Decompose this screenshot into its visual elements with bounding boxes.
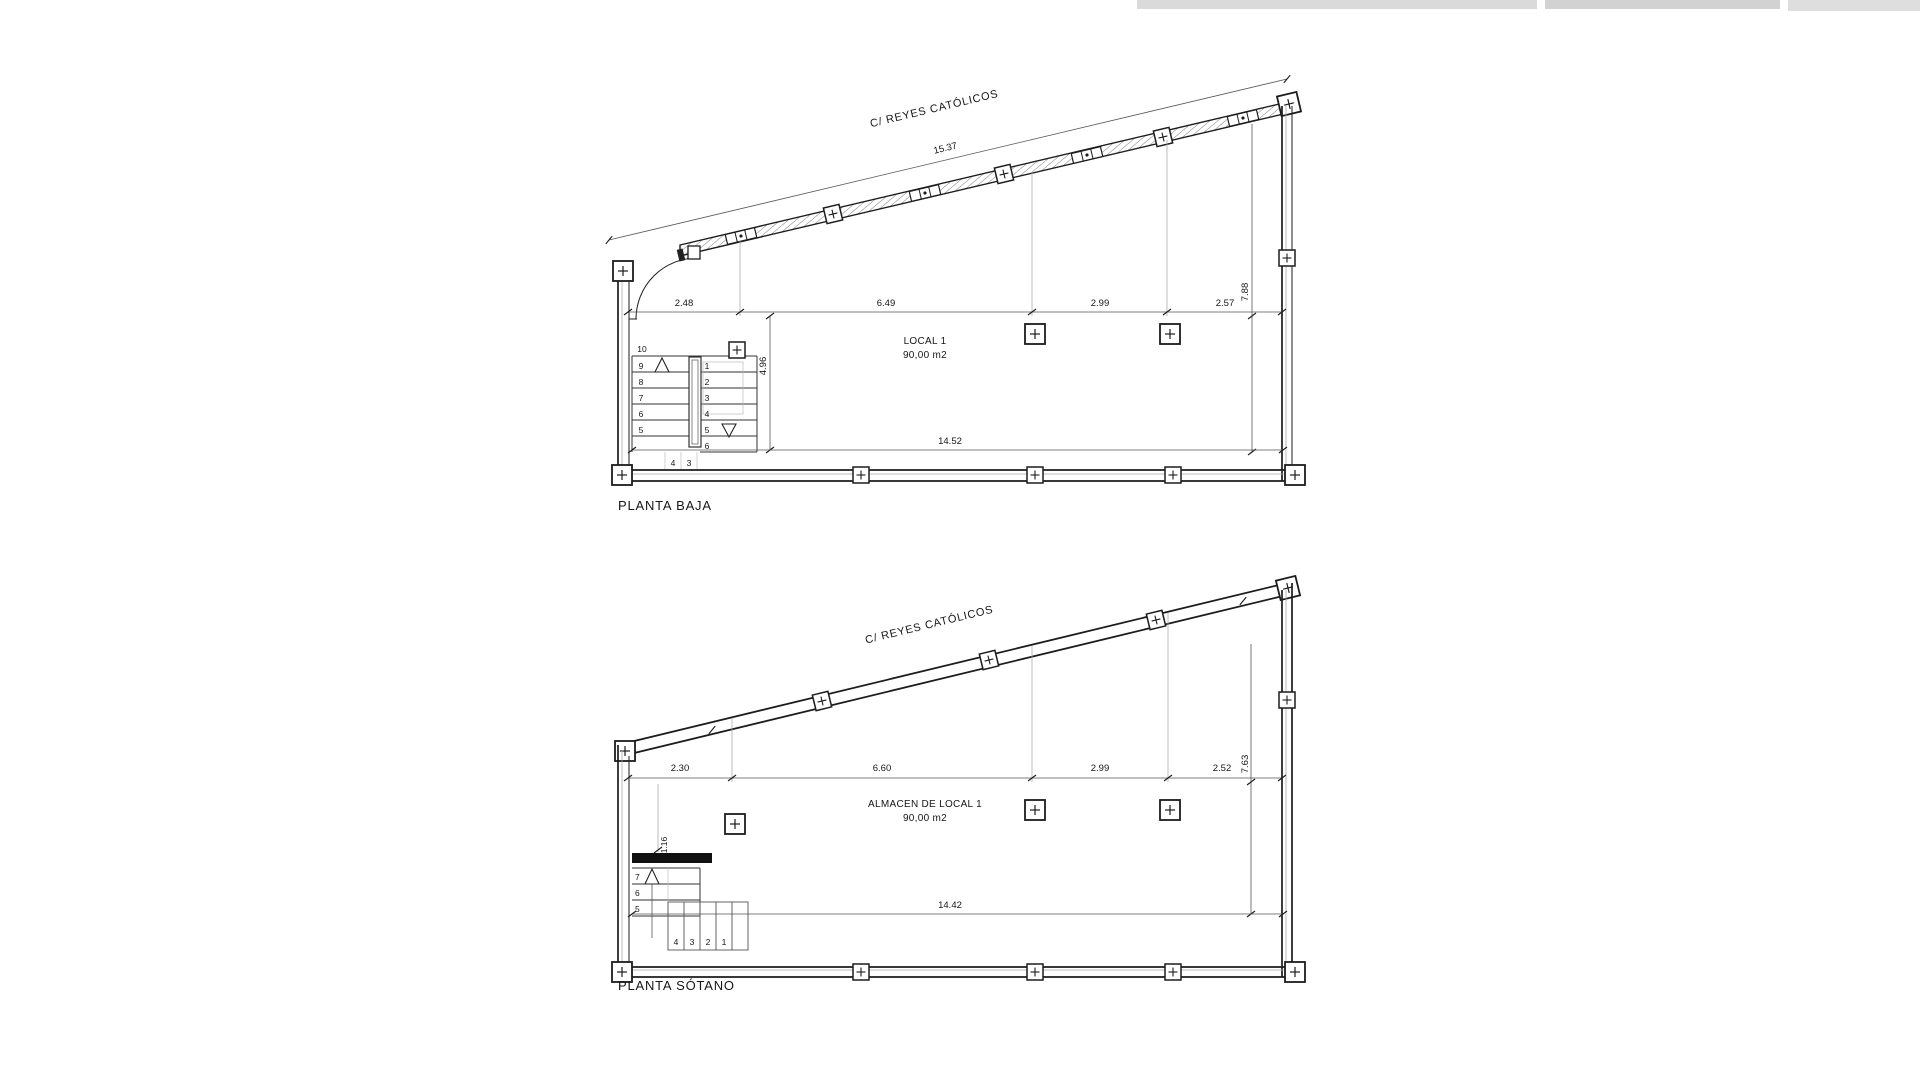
room-name: ALMACEN DE LOCAL 1 — [868, 799, 982, 810]
dim-label: 4.96 — [758, 356, 769, 376]
stair-step-number: 6 — [638, 409, 644, 419]
street-label-sotano — [864, 603, 995, 647]
corner-column-marker — [613, 261, 633, 281]
corner-column-marker — [1285, 465, 1305, 485]
column-marker — [1153, 127, 1172, 146]
plan-title: PLANTA SÓTANO — [618, 978, 735, 993]
bottom-dimension-baja — [628, 436, 1287, 453]
column-marker — [853, 467, 869, 483]
stair-step-number: 4 — [673, 937, 679, 947]
column-marker — [1279, 250, 1295, 266]
plan-title: PLANTA BAJA — [618, 498, 712, 513]
column-marker — [1165, 467, 1181, 483]
column-marker — [812, 691, 831, 710]
stair-step-number: 5 — [638, 425, 644, 435]
top-wall-sotano — [615, 576, 1300, 761]
stair-landing-dim: 1.16 — [659, 836, 669, 854]
room-area: 90,00 m2 — [902, 350, 948, 361]
interior-column-marker — [725, 814, 745, 834]
interior-column-marker — [1160, 800, 1180, 820]
corner-column-marker — [1285, 962, 1305, 982]
dim-label: 6.49 — [876, 298, 896, 309]
dim-label: 2.99 — [1090, 298, 1110, 309]
dim-label: 6.60 — [872, 763, 892, 774]
dim-tick — [1282, 75, 1291, 83]
facade-dim-label: 15.37 — [932, 140, 959, 157]
interior-column-marker — [1160, 324, 1180, 344]
corner-column-marker — [612, 465, 632, 485]
bottom-dimension-sotano — [628, 900, 1287, 917]
column-marker — [823, 204, 842, 223]
stair-step-number: 6 — [635, 888, 640, 898]
dim-label: 2.99 — [1090, 763, 1110, 774]
column-marker — [853, 964, 869, 980]
left-wall-sotano — [618, 745, 629, 977]
column-marker — [729, 342, 745, 358]
staircase-sotano — [632, 784, 748, 950]
stair-step-number: 4 — [670, 458, 676, 468]
stair-step-number: 3 — [686, 458, 692, 468]
dim-label: 2.48 — [674, 298, 694, 309]
column-marker — [1146, 610, 1165, 629]
glazed-facade-wall — [680, 92, 1301, 256]
stair-step-number: 5 — [704, 425, 710, 435]
column-marker — [1279, 692, 1295, 708]
corner-column-marker — [1277, 92, 1301, 116]
plan-planta-sotano — [612, 576, 1305, 993]
room-name: LOCAL 1 — [903, 336, 947, 347]
room-label-baja — [903, 336, 947, 361]
left-wall-baja — [613, 261, 633, 470]
corner-column-marker — [1276, 576, 1300, 600]
column-marker — [1165, 964, 1181, 980]
stair-step-number: 3 — [704, 393, 710, 403]
interior-dimension-line-baja — [624, 140, 1286, 316]
stair-step-number: 7 — [635, 872, 640, 882]
column-marker — [994, 164, 1013, 183]
room-label-sotano — [868, 799, 982, 824]
room-area: 90,00 m2 — [902, 813, 948, 824]
stair-step-number: 8 — [638, 377, 644, 387]
street-label: C/ REYES CATÓLICOS — [863, 603, 995, 647]
column-marker — [1027, 467, 1043, 483]
right-wall-baja — [1279, 106, 1295, 481]
stair-step-number: 4 — [704, 409, 710, 419]
column-marker — [1027, 964, 1043, 980]
dim-label: 14.42 — [938, 900, 962, 911]
dim-label: 7.63 — [1240, 754, 1251, 774]
dim-tick — [604, 236, 613, 244]
stair-step-number: 2 — [704, 377, 710, 387]
bottom-wall-baja — [612, 465, 1305, 485]
interior-column-marker — [1025, 800, 1045, 820]
stair-step-number: 6 — [704, 441, 710, 451]
dim-label: 2.52 — [1212, 763, 1232, 774]
stair-step-number: 5 — [635, 904, 640, 914]
column-marker — [979, 650, 998, 669]
stair-step-number: 7 — [638, 393, 644, 403]
dim-label: 7.88 — [1240, 282, 1251, 302]
dim-label: 14.52 — [938, 436, 962, 447]
street-label: C/ REYES CATÓLICOS — [868, 88, 1000, 131]
street-dimension-baja — [604, 75, 1291, 244]
plan-planta-baja — [604, 75, 1305, 513]
dim-label: 2.57 — [1215, 298, 1235, 309]
interior-column-marker — [1025, 324, 1045, 344]
right-wall-sotano — [1279, 583, 1295, 977]
stair-step-number: 1 — [704, 361, 710, 371]
stair-step-number: 2 — [705, 937, 711, 947]
stair-step-number: 1 — [721, 937, 727, 947]
stair-step-number: 3 — [689, 937, 695, 947]
stair-step-number: 9 — [638, 361, 644, 371]
dim-label: 2.30 — [670, 763, 690, 774]
interior-dimension-line-sotano — [624, 613, 1286, 917]
stair-step-number: 10 — [637, 344, 647, 354]
scan-artifact-strip — [1137, 0, 1920, 11]
